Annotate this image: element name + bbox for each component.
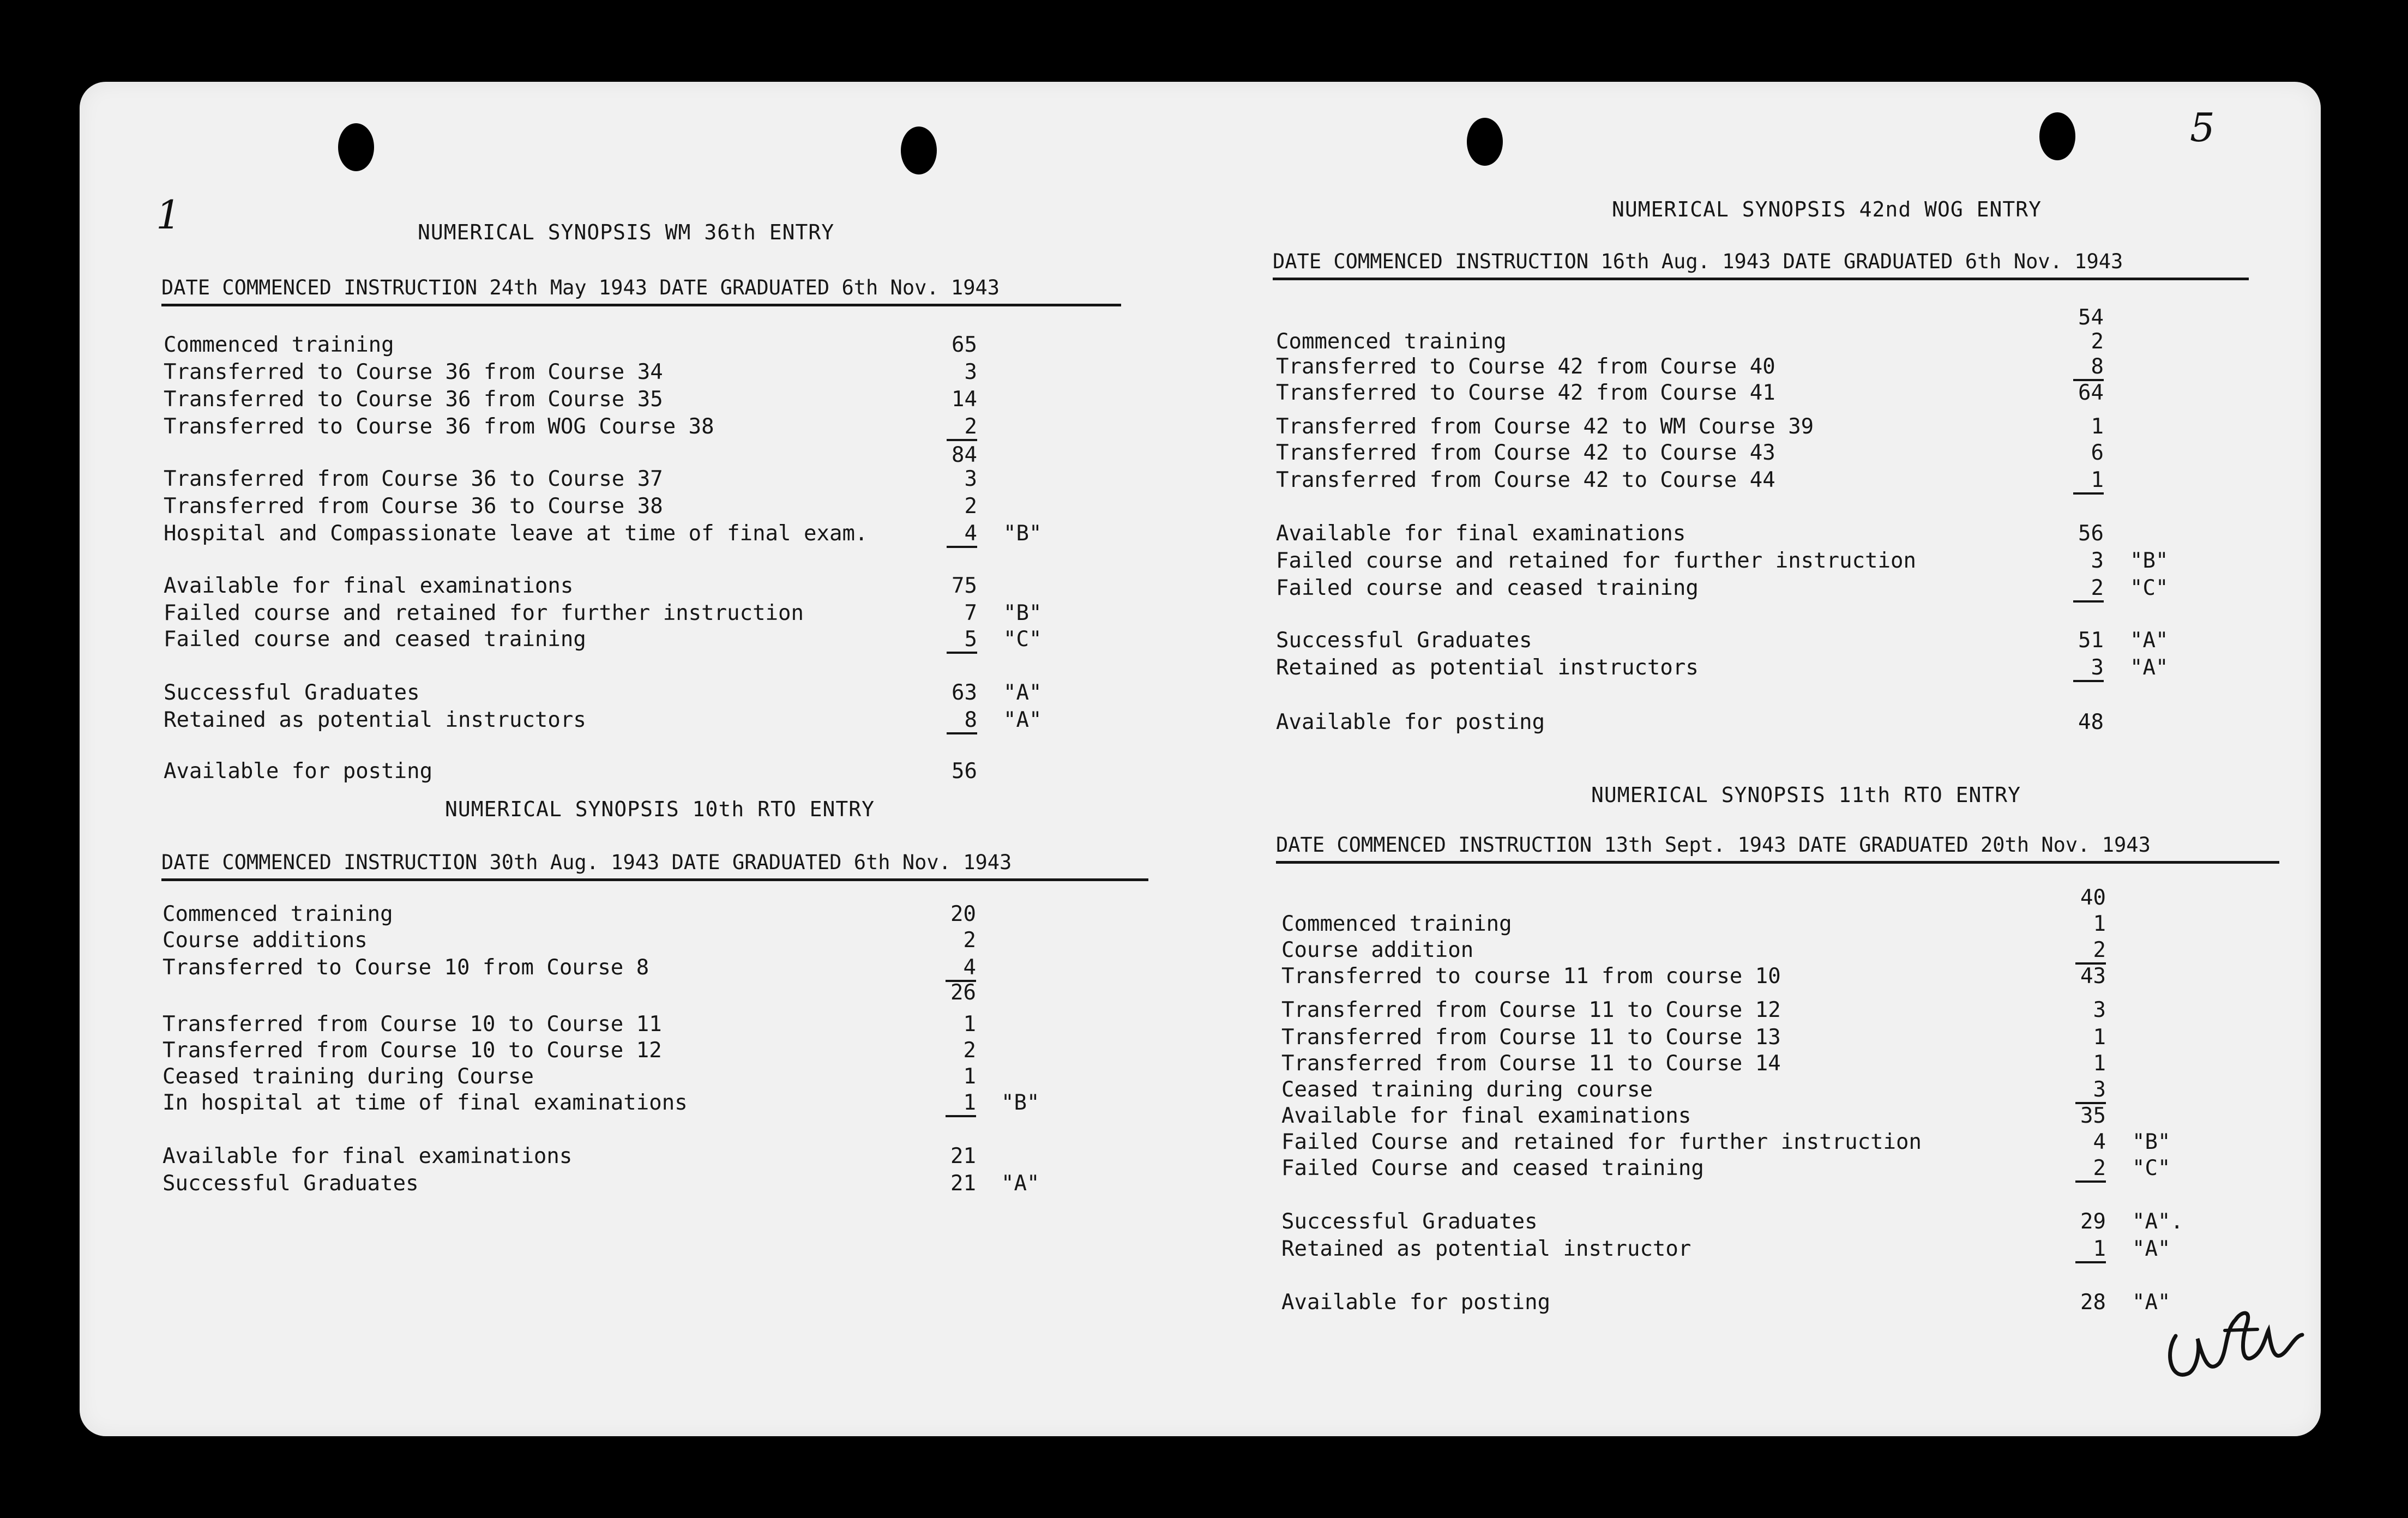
- row-value: 3: [2091, 549, 2104, 573]
- row-value: 1: [2091, 414, 2104, 439]
- synopsis-row: [162, 1038, 1077, 1065]
- synopsis-row: [1281, 998, 2208, 1025]
- page-number: 5: [2190, 105, 2215, 150]
- row-value: 1: [963, 1012, 976, 1037]
- synopsis-row: [164, 759, 1080, 786]
- row-label: Retained as potential instructor: [1281, 1237, 1691, 1261]
- row-label: In hospital at time of final examinations: [162, 1091, 688, 1115]
- row-label: Successful Graduates: [162, 1171, 419, 1196]
- synopsis-row: [1281, 1130, 2208, 1157]
- synopsis-row: [164, 443, 1080, 470]
- row-value: 4: [946, 955, 976, 982]
- synopsis-row: [164, 708, 1080, 735]
- synopsis-row: [164, 494, 1080, 521]
- row-value: 1: [2093, 1051, 2106, 1076]
- row-label: Failed course and retained for further instruction: [164, 601, 804, 625]
- row-value: 56: [952, 759, 977, 784]
- row-value: 8: [947, 708, 977, 734]
- row-value: 7: [964, 601, 977, 625]
- corner-mark: 1: [156, 192, 181, 238]
- row-grade: "B": [2130, 549, 2169, 573]
- row-label: Available for final examinations: [1281, 1104, 1691, 1128]
- synopsis-row: [164, 521, 1080, 549]
- section-title: NUMERICAL SYNOPSIS 42nd WOG ENTRY: [1612, 197, 2042, 221]
- row-value: 65: [952, 333, 977, 357]
- synopsis-row: [1281, 1156, 2208, 1183]
- section-title: NUMERICAL SYNOPSIS 10th RTO ENTRY: [445, 797, 875, 821]
- row-value: 2: [963, 1038, 976, 1063]
- row-value: 40: [2080, 886, 2106, 910]
- row-label: Successful Graduates: [1276, 628, 1532, 653]
- synopsis-row: [162, 955, 1077, 983]
- synopsis-row: [162, 1091, 1077, 1118]
- synopsis-row: [1281, 1077, 2208, 1105]
- synopsis-row: [164, 574, 1080, 601]
- section-date-line: DATE COMMENCED INSTRUCTION 24th May 1943 DATE GRADUATED 6th Nov. 1943: [161, 276, 1121, 306]
- row-grade: "A": [1003, 680, 1042, 705]
- synopsis-row: [164, 467, 1080, 494]
- row-label: Ceased training during Course: [162, 1064, 534, 1089]
- punch-hole: [901, 126, 937, 174]
- row-value: 54: [2078, 305, 2104, 330]
- row-grade: "A": [2130, 655, 2169, 680]
- row-label: Transferred from Course 36 to Course 37: [164, 467, 663, 491]
- synopsis-row: [164, 333, 1080, 360]
- row-label: Available for posting: [164, 759, 433, 784]
- section-title: NUMERICAL SYNOPSIS WM 36th ENTRY: [418, 220, 835, 244]
- synopsis-row: [1281, 964, 2208, 991]
- synopsis-row: [1276, 710, 2206, 737]
- row-label: Transferred from Course 10 to Course 11: [162, 1012, 662, 1037]
- row-value: 3: [2073, 655, 2104, 682]
- row-value: 28: [2080, 1290, 2106, 1315]
- row-value: 3: [2093, 998, 2106, 1022]
- row-label: Transferred from Course 42 to WM Course 39: [1276, 414, 1814, 439]
- row-label: Transferred from Course 11 to Course 14: [1281, 1051, 1781, 1076]
- row-label: Transferred to Course 10 from Course 8: [162, 955, 649, 980]
- row-label: Failed Course and retained for further instruction: [1281, 1130, 1922, 1154]
- row-value: 2: [947, 414, 977, 441]
- row-value: 1: [2093, 912, 2106, 936]
- synopsis-row: [1281, 1025, 2208, 1052]
- row-label: Retained as potential instructors: [1276, 655, 1699, 680]
- row-value: 1: [2075, 1237, 2106, 1263]
- section-date-line: DATE COMMENCED INSTRUCTION 13th Sept. 1943 DATE GRADUATED 20th Nov. 1943: [1276, 833, 2279, 864]
- row-grade: "B": [1003, 521, 1042, 546]
- synopsis-row: [164, 387, 1080, 414]
- synopsis-row: [1281, 938, 2208, 965]
- row-grade: "A": [1003, 708, 1042, 732]
- row-value: 8: [2073, 354, 2104, 381]
- row-label: Transferred to Course 36 from Course 35: [164, 387, 663, 412]
- row-label: Successful Graduates: [1281, 1209, 1538, 1234]
- row-label: Transferred to Course 42 from Course 41: [1276, 381, 1775, 405]
- row-label: Commenced training: [1281, 912, 1512, 936]
- row-value: 21: [950, 1171, 976, 1196]
- row-value: 6: [2091, 441, 2104, 465]
- row-label: Commenced training: [162, 902, 393, 926]
- synopsis-row: [1276, 576, 2206, 603]
- synopsis-row: [1276, 329, 2206, 357]
- row-grade: "A": [2132, 1290, 2171, 1315]
- row-grade: "A": [1001, 1171, 1040, 1196]
- synopsis-row: [162, 1144, 1077, 1171]
- row-label: Failed course and retained for further instruction: [1276, 549, 1916, 573]
- row-value: 2: [2075, 938, 2106, 965]
- row-grade: "B": [1001, 1091, 1040, 1115]
- row-grade: "A": [2132, 1237, 2171, 1261]
- row-label: Failed course and ceased training: [1276, 576, 1699, 600]
- row-label: Failed Course and ceased training: [1281, 1156, 1704, 1180]
- section-date-line: DATE COMMENCED INSTRUCTION 30th Aug. 1943 DATE GRADUATED 6th Nov. 1943: [161, 851, 1148, 881]
- synopsis-row: [1281, 886, 2208, 913]
- synopsis-row: [164, 601, 1080, 628]
- row-label: Transferred from Course 11 to Course 12: [1281, 998, 1781, 1022]
- row-value: 51: [2078, 628, 2104, 653]
- synopsis-row: [1281, 1290, 2208, 1317]
- row-value: 2: [963, 928, 976, 953]
- row-label: Retained as potential instructors: [164, 708, 586, 732]
- synopsis-row: [1276, 549, 2206, 576]
- synopsis-row: [1281, 1051, 2208, 1079]
- row-label: Transferred from Course 42 to Course 44: [1276, 468, 1775, 492]
- row-value: 2: [964, 494, 977, 519]
- row-value: 63: [952, 680, 977, 705]
- row-value: 20: [950, 902, 976, 926]
- row-value: 21: [950, 1144, 976, 1168]
- synopsis-row: [1276, 521, 2206, 549]
- synopsis-row: [1276, 381, 2206, 408]
- row-label: Transferred to course 11 from course 10: [1281, 964, 1781, 989]
- row-value: 2: [2075, 1156, 2106, 1183]
- row-label: Transferred from Course 10 to Course 12: [162, 1038, 662, 1063]
- row-label: Available for posting: [1281, 1290, 1551, 1315]
- synopsis-row: [1276, 441, 2206, 468]
- row-value: 29: [2080, 1209, 2106, 1234]
- row-label: Transferred from Course 11 to Course 13: [1281, 1025, 1781, 1050]
- row-label: Hospital and Compassionate leave at time of final exam.: [164, 521, 868, 546]
- synopsis-row: [164, 414, 1080, 442]
- row-grade: "A": [2130, 628, 2169, 653]
- row-label: Transferred to Course 36 from WOG Course 38: [164, 414, 714, 439]
- row-value: 1: [2073, 468, 2104, 495]
- row-value: 4: [947, 521, 977, 548]
- row-label: Commenced training: [1276, 329, 1507, 354]
- row-label: Available for posting: [1276, 710, 1545, 734]
- row-label: Ceased training during course: [1281, 1077, 1653, 1102]
- synopsis-row: [1276, 354, 2206, 382]
- row-value: 64: [2078, 381, 2104, 405]
- row-value: 3: [964, 360, 977, 384]
- row-label: Transferred to Course 42 from Course 40: [1276, 354, 1775, 379]
- synopsis-row: [162, 928, 1077, 955]
- row-grade: "A".: [2132, 1209, 2183, 1234]
- row-value: 2: [2073, 576, 2104, 603]
- synopsis-row: [164, 627, 1080, 654]
- row-label: Failed course and ceased training: [164, 627, 586, 652]
- row-value: 75: [952, 574, 977, 598]
- row-value: 48: [2078, 710, 2104, 734]
- row-grade: "B": [2132, 1130, 2171, 1154]
- synopsis-row: [1276, 468, 2206, 495]
- row-value: 3: [964, 467, 977, 491]
- row-value: 84: [952, 443, 977, 467]
- row-value: 35: [2080, 1104, 2106, 1128]
- synopsis-row: [164, 360, 1080, 387]
- synopsis-row: [1276, 305, 2206, 333]
- synopsis-row: [1276, 414, 2206, 442]
- row-label: Commenced training: [164, 333, 394, 357]
- row-label: Transferred to Course 36 from Course 34: [164, 360, 663, 384]
- row-value: 1: [963, 1064, 976, 1089]
- synopsis-row: [162, 980, 1077, 1008]
- row-label: Available for final examinations: [1276, 521, 1686, 546]
- synopsis-row: [1276, 655, 2206, 683]
- row-value: 14: [952, 387, 977, 412]
- row-value: 56: [2078, 521, 2104, 546]
- row-grade: "C": [1003, 627, 1042, 652]
- row-value: 4: [2093, 1130, 2106, 1154]
- row-value: 1: [946, 1091, 976, 1117]
- section-title: NUMERICAL SYNOPSIS 11th RTO ENTRY: [1591, 783, 2021, 807]
- section-date-line: DATE COMMENCED INSTRUCTION 16th Aug. 1943 DATE GRADUATED 6th Nov. 1943: [1273, 250, 2249, 280]
- synopsis-row: [162, 1064, 1077, 1092]
- row-label: Successful Graduates: [164, 680, 420, 705]
- synopsis-row: [1281, 1104, 2208, 1131]
- row-value: 3: [2075, 1077, 2106, 1104]
- row-value: 43: [2080, 964, 2106, 989]
- row-label: Available for final examinations: [164, 574, 574, 598]
- punch-hole: [2039, 112, 2075, 160]
- synopsis-row: [1281, 1209, 2208, 1237]
- row-label: Transferred from Course 36 to Course 38: [164, 494, 663, 519]
- synopsis-row: [162, 1171, 1077, 1198]
- row-value: 1: [2093, 1025, 2106, 1050]
- row-label: Available for final examinations: [162, 1144, 573, 1168]
- row-value: 5: [947, 627, 977, 654]
- punch-hole: [338, 123, 374, 171]
- synopsis-row: [162, 1012, 1077, 1039]
- row-value: 2: [2091, 329, 2104, 354]
- synopsis-row: [1281, 1237, 2208, 1264]
- synopsis-row: [162, 902, 1077, 929]
- row-label: Course addition: [1281, 938, 1474, 962]
- row-value: 26: [950, 980, 976, 1005]
- synopsis-row: [1276, 628, 2206, 655]
- row-grade: "B": [1003, 601, 1042, 625]
- row-label: Course additions: [162, 928, 368, 953]
- synopsis-row: [164, 680, 1080, 708]
- synopsis-row: [1281, 912, 2208, 939]
- row-label: Transferred from Course 42 to Course 43: [1276, 441, 1775, 465]
- row-grade: "C": [2132, 1156, 2171, 1180]
- punch-hole: [1467, 118, 1503, 166]
- row-grade: "C": [2130, 576, 2169, 600]
